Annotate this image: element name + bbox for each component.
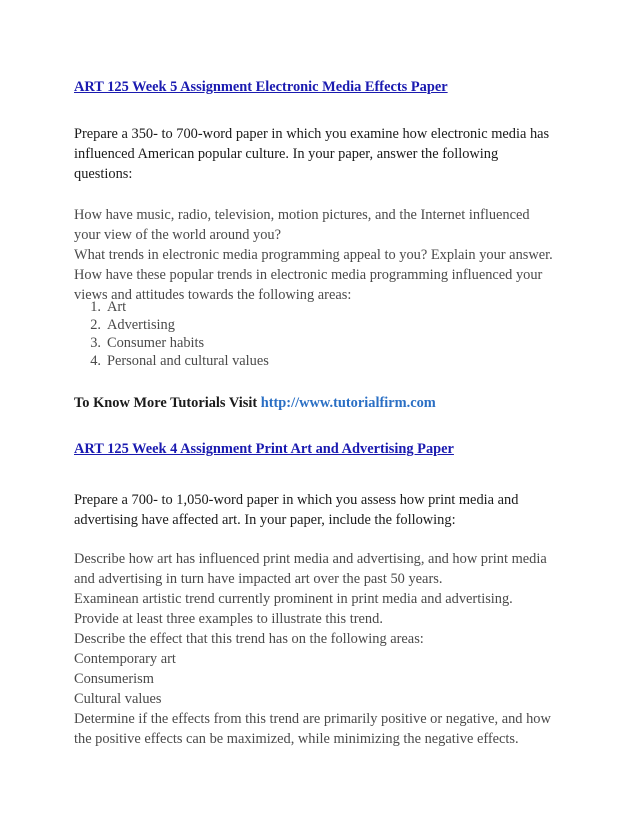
section1-intro-line: influenced American popular culture. In your paper, answer the following [74,146,499,162]
list-item [74,298,269,316]
section1-question-line: How have music, radio, television, motion pictures, and the Internet influenced [74,207,530,223]
list-number: 2. [90,317,101,333]
section1-intro [74,124,574,184]
cta-text: To Know More Tutorials Visit [74,395,261,411]
section1-question-line: How have these popular trends in electronic media programming influenced your [74,267,543,283]
section1-question-line: What trends in electronic media programming appeal to you? Explain your answer. [74,247,553,263]
list-item [74,316,269,334]
section2-body-line: Determine if the effects from this trend are primarily positive or negative, and how [74,711,551,727]
list-item [74,352,269,370]
section2-body-line: Examinean artistic trend currently prominent in print media and advertising. [74,591,513,607]
section2-body-line: and advertising in turn have impacted art over the past 50 years. [74,571,443,587]
section2-body-line: Contemporary art [74,651,176,667]
section1-intro-line: questions: [74,166,133,182]
section2-body-line: Provide at least three examples to illustrate this trend. [74,611,383,627]
section1-questions [74,205,574,305]
list-number: 1. [90,299,101,315]
list-label: Advertising [107,317,175,333]
section1-question-line: your view of the world around you? [74,227,282,243]
section1-title-link[interactable]: ART 125 Week 5 Assignment Electronic Media Effects Paper [74,79,448,95]
section2-body-line: the positive effects can be maximized, while minimizing the negative effects. [74,731,519,747]
tutorials-url-link[interactable]: http://www.tutorialfirm.com [260,395,436,411]
section2-body-line: Describe the effect that this trend has on the following areas: [74,631,424,647]
section2-title-link[interactable]: ART 125 Week 4 Assignment Print Art and Advertising Paper [74,441,454,457]
list-number: 3. [90,335,101,351]
section2-body-line: Cultural values [74,691,162,707]
list-label: Consumer habits [107,335,205,351]
section2-body-line: Describe how art has influenced print media and advertising, and how print media [74,551,547,567]
section1-question-line: views and attitudes towards the following areas: [74,287,352,303]
section2-intro-line: Prepare a 700- to 1,050-word paper in which you assess how print media and [74,492,519,508]
section2-body [74,549,574,749]
section2-intro [74,490,574,530]
section2-intro-line: advertising have affected art. In your paper, include the following: [74,512,456,528]
section2-body-line: Consumerism [74,671,154,687]
areas-list [74,298,269,370]
list-label: Personal and cultural values [107,353,269,369]
tutorials-cta [74,394,436,412]
list-number: 4. [90,353,101,369]
list-label: Art [107,299,127,315]
list-item [74,334,269,352]
section1-intro-line: Prepare a 350- to 700-word paper in which you examine how electronic media has [74,126,550,142]
